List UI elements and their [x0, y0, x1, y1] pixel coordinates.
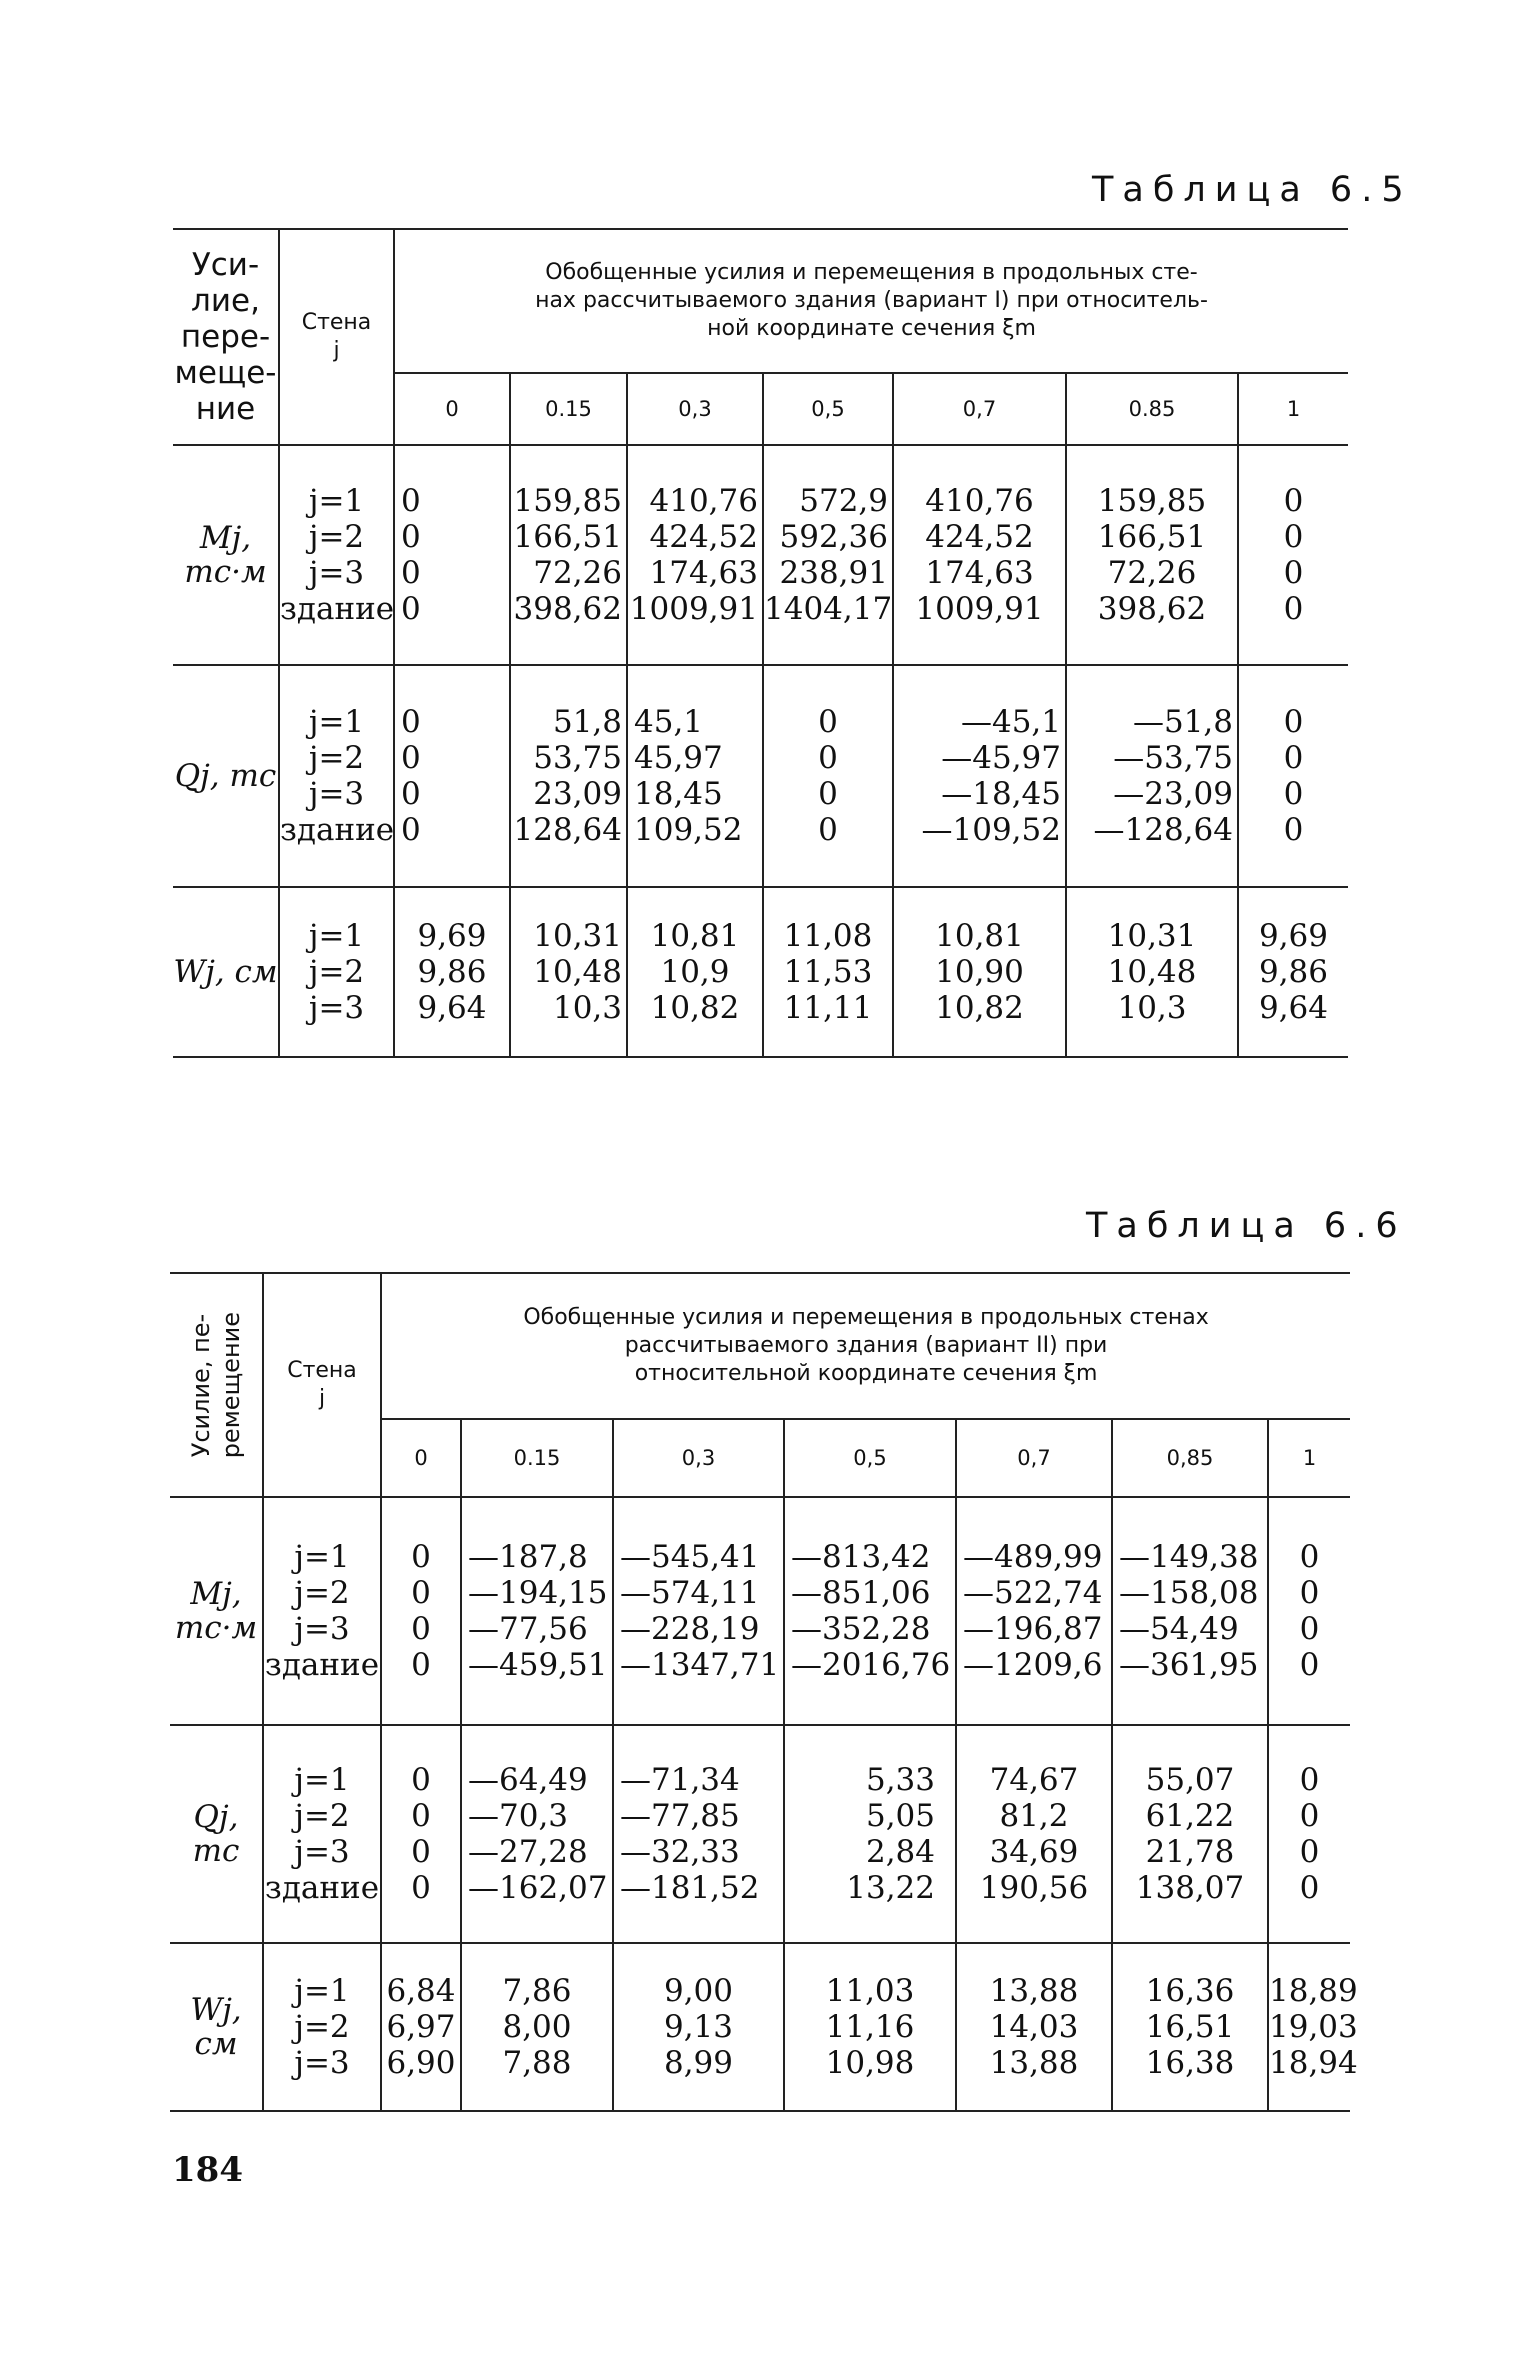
main-header-text: Обобщенные усилия и перемещения в продольных сте- нах рассчитываемого здания (вариант I) при относитель- ной координате сечения ξm [535, 260, 1208, 341]
value-text: 159,85 166,51 72,26 398,62 [1097, 483, 1207, 627]
value-text: 9,69 9,86 9,64 [417, 918, 487, 1026]
value-col [1066, 665, 1238, 887]
main-header [381, 1273, 1350, 1419]
xi-header: 0,7 [956, 1419, 1112, 1497]
value-col [956, 1725, 1112, 1943]
value-col [763, 665, 893, 887]
row-label-text: Wj, см [173, 954, 278, 990]
value-text: 11,03 11,16 10,98 [825, 1973, 915, 2081]
value-text: 10,31 10,48 10,3 [1107, 918, 1197, 1026]
value-text: 0 0 0 0 [1283, 704, 1304, 848]
wall-list-text: j=1 j=2 j=3 здание [280, 483, 395, 627]
xi-header: 0,5 [784, 1419, 956, 1497]
col-header-force-text: Усилие, пе- ремещение [187, 1311, 245, 1459]
xi-header: 0.15 [461, 1419, 613, 1497]
value-text: —71,34 —77,85 —32,33 —181,52 [620, 1762, 760, 1906]
col-header-force [173, 229, 279, 445]
value-col [1238, 445, 1348, 665]
col-header-wall [279, 229, 394, 445]
xi-header: 0,85 [1112, 1419, 1268, 1497]
value-text: 159,85 166,51 72,26 398,62 [513, 483, 622, 627]
value-text: 0 0 0 0 [1283, 483, 1304, 627]
table-6-5 [173, 228, 1348, 1058]
value-col [381, 1497, 461, 1725]
col-header-wall [263, 1273, 381, 1497]
xi-header: 0 [381, 1419, 461, 1497]
value-text: —149,38 —158,08 —54,49 —361,95 [1119, 1539, 1259, 1683]
value-col [613, 1943, 784, 2111]
xi-header: 0,3 [613, 1419, 784, 1497]
value-text: 0 0 0 0 [401, 704, 421, 848]
value-col [510, 887, 627, 1057]
row-label-shear [170, 1725, 263, 1943]
value-col [893, 665, 1066, 887]
value-col [381, 1725, 461, 1943]
value-col [510, 665, 627, 887]
value-col [893, 445, 1066, 665]
value-text: 9,00 9,13 8,99 [663, 1973, 734, 2081]
value-col [1238, 887, 1348, 1057]
value-text: —813,42 —851,06 —352,28 —2016,76 [791, 1539, 951, 1683]
value-col [1268, 1497, 1350, 1725]
value-text: 0 0 0 0 [411, 1539, 431, 1683]
main-header-text: Обобщенные усилия и перемещения в продольных стенах рассчитываемого здания (вариант II) при относительной координате сечения ξm [523, 1305, 1209, 1386]
xi-header: 0.85 [1066, 373, 1238, 445]
value-col [1268, 1725, 1350, 1943]
value-col [394, 445, 510, 665]
row-label-text: Qj, тс [174, 758, 277, 794]
value-col [763, 445, 893, 665]
xi-header: 1 [1268, 1419, 1350, 1497]
value-col [627, 887, 763, 1057]
value-text: 16,36 16,51 16,38 [1145, 1973, 1235, 2081]
value-text: —64,49 —70,3 —27,28 —162,07 [468, 1762, 608, 1906]
wall-list [279, 665, 394, 887]
col-header-force-text: Уси- лие, пере- меще- ние [174, 247, 277, 427]
table-6-6-caption: Таблица 6.6 [1086, 1206, 1407, 1246]
xi-header: 0,3 [627, 373, 763, 445]
wall-list [263, 1497, 381, 1725]
row-label-moment [170, 1497, 263, 1725]
value-col [1112, 1725, 1268, 1943]
value-text: —51,8 —53,75 —23,09 —128,64 [1093, 704, 1233, 848]
value-text: 0 0 0 0 [401, 483, 421, 627]
value-col [1066, 445, 1238, 665]
page-number: 184 [172, 2150, 243, 2190]
value-col [381, 1943, 461, 2111]
wall-list-text: j=1 j=2 j=3 [294, 1973, 350, 2081]
value-col [510, 445, 627, 665]
value-text: 572,9 592,36 238,91 1404,17 [764, 483, 893, 627]
value-text: 6,84 6,97 6,90 [386, 1973, 456, 2081]
value-col [1112, 1943, 1268, 2111]
value-text: 410,76 424,52 174,63 1009,91 [915, 483, 1044, 627]
wall-list-text: j=1 j=2 j=3 здание [264, 1539, 380, 1683]
value-text: 9,69 9,86 9,64 [1258, 918, 1329, 1026]
value-col [627, 665, 763, 887]
value-text: 7,86 8,00 7,88 [502, 1973, 572, 2081]
value-col [1066, 887, 1238, 1057]
value-col [613, 1497, 784, 1725]
row-label-displacement [170, 1943, 263, 2111]
table-6-6 [170, 1272, 1358, 2112]
row-label-displacement [173, 887, 279, 1057]
value-text: 10,81 10,90 10,82 [935, 918, 1024, 1026]
wall-list [279, 887, 394, 1057]
value-text: 0 0 0 0 [1299, 1762, 1320, 1906]
value-col [893, 887, 1066, 1057]
row-label-shear [173, 665, 279, 887]
value-text: 74,67 81,2 34,69 190,56 [979, 1762, 1089, 1906]
col-header-force [170, 1273, 263, 1497]
value-col [461, 1725, 613, 1943]
value-text: 45,1 45,97 18,45 109,52 [634, 704, 743, 848]
value-text: —489,99 —522,74 —196,87 —1209,6 [963, 1539, 1103, 1683]
value-col [1112, 1497, 1268, 1725]
xi-header: 0.15 [510, 373, 627, 445]
value-text: —545,41 —574,11 —228,19 —1347,71 [620, 1539, 780, 1683]
table-6-5-caption: Таблица 6.5 [1092, 170, 1413, 210]
wall-list-text: j=1 j=2 j=3 [308, 918, 365, 1026]
value-col [461, 1943, 613, 2111]
value-col [1238, 665, 1348, 887]
value-text: 13,88 14,03 13,88 [989, 1973, 1079, 2081]
xi-header: 0,5 [763, 373, 893, 445]
value-text: 5,33 5,05 2,84 13,22 [846, 1762, 935, 1906]
value-col [763, 887, 893, 1057]
xi-header: 0 [394, 373, 510, 445]
value-text: 18,89 19,03 18,94 [1269, 1973, 1358, 2081]
value-text: 0 0 0 0 [411, 1762, 431, 1906]
xi-header: 0,7 [893, 373, 1066, 445]
value-text: 0 0 0 0 [818, 704, 838, 848]
value-col [394, 665, 510, 887]
wall-list-text: j=1 j=2 j=3 здание [264, 1762, 380, 1906]
value-col [784, 1943, 956, 2111]
value-col [613, 1725, 784, 1943]
row-label-text: Mj, тс·м [184, 520, 267, 590]
value-col [956, 1497, 1112, 1725]
value-col [627, 445, 763, 665]
row-label-text: Mj, тс·м [174, 1576, 258, 1646]
wall-list [263, 1943, 381, 2111]
value-col [784, 1497, 956, 1725]
value-text: 10,81 10,9 10,82 [650, 918, 740, 1026]
value-text: —45,1 —45,97 —18,45 —109,52 [921, 704, 1061, 848]
wall-list [279, 445, 394, 665]
value-col [1268, 1943, 1358, 2111]
col-header-wall-text: Стена j [301, 310, 372, 363]
value-col [394, 887, 510, 1057]
row-label-text: Qj, тс [192, 1799, 240, 1869]
row-label-moment [173, 445, 279, 665]
value-col [461, 1497, 613, 1725]
value-text: —187,8 —194,15 —77,56 —459,51 [468, 1539, 608, 1683]
main-header [394, 229, 1348, 373]
value-text: 55,07 61,22 21,78 138,07 [1135, 1762, 1245, 1906]
value-text: 11,08 11,53 11,11 [783, 918, 873, 1026]
value-col [784, 1725, 956, 1943]
col-header-wall-text: Стена j [287, 1358, 357, 1411]
value-text: 10,31 10,48 10,3 [533, 918, 622, 1026]
value-col [956, 1943, 1112, 2111]
value-text: 51,8 53,75 23,09 128,64 [513, 704, 622, 848]
value-text: 0 0 0 0 [1299, 1539, 1320, 1683]
xi-header: 1 [1238, 373, 1348, 445]
wall-list-text: j=1 j=2 j=3 здание [280, 704, 395, 848]
row-label-text: Wj, см [190, 1992, 242, 2062]
value-text: 410,76 424,52 174,63 1009,91 [629, 483, 758, 627]
wall-list [263, 1725, 381, 1943]
